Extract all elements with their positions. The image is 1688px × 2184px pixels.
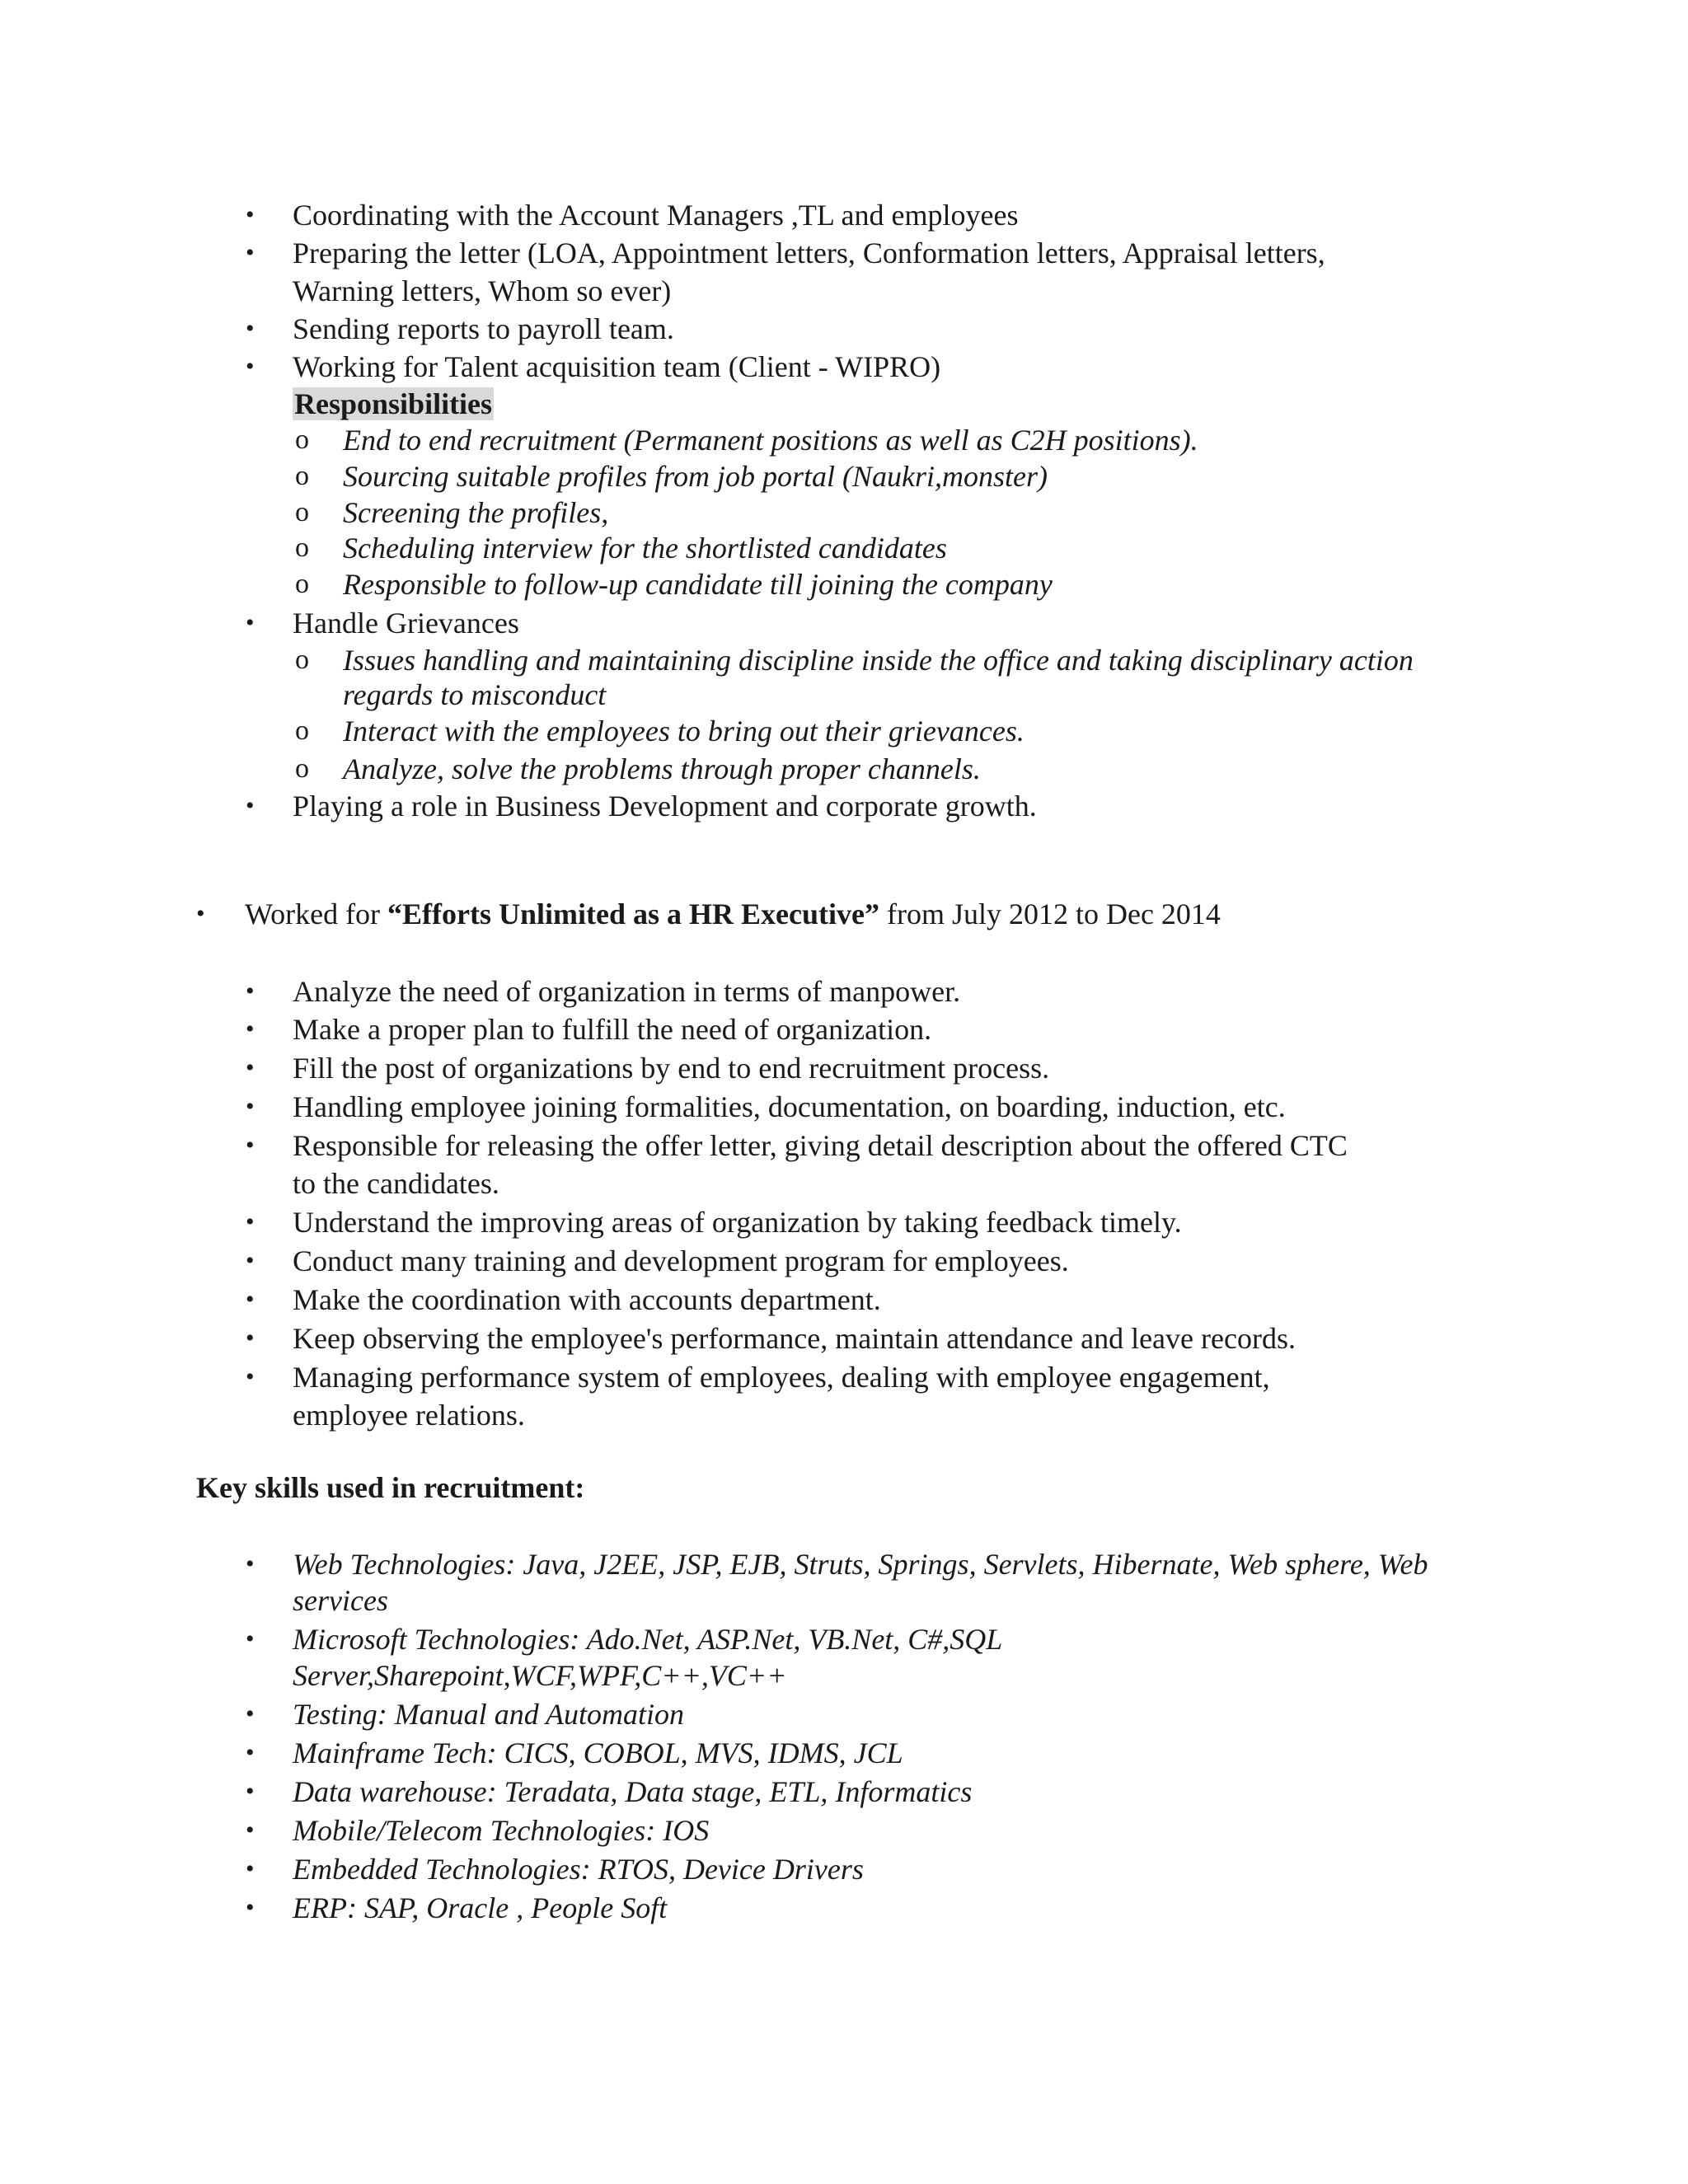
responsibility-item: Responsible to follow-up candidate till joining the company bbox=[343, 568, 1053, 601]
bullet-marker: • bbox=[246, 315, 255, 342]
bullet-marker: • bbox=[246, 201, 255, 228]
duty-item: Fill the post of organizations by end to end recruitment process. bbox=[293, 1052, 1050, 1085]
job-heading bbox=[245, 895, 1221, 933]
skill-item: Mainframe Tech: CICS, COBOL, MVS, IDMS, JCL bbox=[293, 1736, 903, 1769]
job-heading-company: “Efforts Unlimited as a HR Executive” bbox=[387, 898, 879, 930]
bullet-marker: • bbox=[196, 900, 205, 927]
duty-item: Coordinating with the Account Managers ,TL and employees bbox=[293, 199, 1019, 232]
bullet-marker: • bbox=[246, 1093, 255, 1120]
duty-item: Responsible for releasing the offer letter, giving detail description about the offered CTC bbox=[293, 1129, 1348, 1162]
duty-item: Make the coordination with accounts department. bbox=[293, 1283, 881, 1316]
duty-item: Preparing the letter (LOA, Appointment letters, Conformation letters, Appraisal letters, bbox=[293, 237, 1325, 269]
duty-item: Playing a role in Business Development and corporate growth. bbox=[293, 790, 1037, 823]
bullet-marker: • bbox=[246, 1625, 255, 1652]
duty-item: Understand the improving areas of organization by taking feedback timely. bbox=[293, 1206, 1182, 1239]
bullet-marker: • bbox=[246, 1015, 255, 1043]
bullet-marker: • bbox=[246, 1054, 255, 1081]
skill-item: Mobile/Telecom Technologies: IOS bbox=[293, 1814, 710, 1847]
bullet-marker: • bbox=[246, 1363, 255, 1390]
sub-bullet-marker: o bbox=[295, 644, 309, 675]
bullet-marker: • bbox=[246, 1247, 255, 1274]
duty-item: Handling employee joining formalities, documentation, on boarding, induction, etc. bbox=[293, 1090, 1286, 1123]
grievance-item: Analyze, solve the problems through proper channels. bbox=[343, 752, 981, 785]
duty-item: Managing performance system of employees, dealing with employee engagement, bbox=[293, 1361, 1270, 1394]
duty-item: Make a proper plan to fulfill the need of organization. bbox=[293, 1013, 932, 1046]
duty-item-continuation: employee relations. bbox=[293, 1399, 525, 1432]
job-heading-prefix: Worked for bbox=[245, 898, 388, 930]
bullet-marker: • bbox=[246, 977, 255, 1005]
bullet-marker: • bbox=[246, 1286, 255, 1313]
sub-bullet-marker: o bbox=[295, 497, 309, 527]
bullet-marker: • bbox=[246, 1208, 255, 1235]
bullet-marker: • bbox=[246, 1324, 255, 1352]
bullet-marker: • bbox=[246, 609, 255, 636]
skill-item-continuation: Server,Sharepoint,WCF,WPF,C++,VC++ bbox=[293, 1659, 787, 1692]
skill-item: Data warehouse: Teradata, Data stage, ETL, Informatics bbox=[293, 1775, 973, 1808]
skill-item: Microsoft Technologies: Ado.Net, ASP.Net, VB.Net, C#,SQL bbox=[293, 1623, 1003, 1656]
responsibility-item: Sourcing suitable profiles from job portal (Naukri,monster) bbox=[343, 460, 1048, 493]
skill-item-continuation: services bbox=[293, 1584, 388, 1617]
skill-item: Web Technologies: Java, J2EE, JSP, EJB, Struts, Springs, Servlets, Hibernate, Web sphere, Web bbox=[293, 1548, 1428, 1581]
bullet-marker: • bbox=[246, 1550, 255, 1577]
grievance-item: Issues handling and maintaining discipline inside the office and taking disciplinary action bbox=[343, 644, 1414, 677]
duty-item: Working for Talent acquisition team (Client - WIPRO) bbox=[293, 350, 941, 383]
responsibility-item: Scheduling interview for the shortlisted candidates bbox=[343, 532, 947, 565]
sub-bullet-marker: o bbox=[295, 532, 309, 563]
responsibilities-heading bbox=[293, 385, 494, 423]
responsibilities-heading-text: Responsibilities bbox=[294, 387, 493, 420]
bullet-marker: • bbox=[246, 1816, 255, 1844]
duty-item: Keep observing the employee's performance, maintain attendance and leave records. bbox=[293, 1322, 1296, 1355]
bullet-marker: • bbox=[246, 792, 255, 819]
key-skills-heading: Key skills used in recruitment: bbox=[196, 1471, 585, 1504]
bullet-marker: • bbox=[246, 353, 255, 380]
grievance-item-continuation: regards to misconduct bbox=[343, 678, 607, 711]
grievances-heading: Handle Grievances bbox=[293, 607, 519, 640]
grievance-item: Interact with the employees to bring out their grievances. bbox=[343, 715, 1025, 748]
bullet-marker: • bbox=[246, 1855, 255, 1882]
sub-bullet-marker: o bbox=[295, 569, 309, 599]
duty-item: Sending reports to payroll team. bbox=[293, 312, 674, 345]
sub-bullet-marker: o bbox=[295, 753, 309, 784]
bullet-marker: • bbox=[246, 1894, 255, 1921]
duty-item-continuation: Warning letters, Whom so ever) bbox=[293, 274, 672, 307]
skill-item: Testing: Manual and Automation bbox=[293, 1698, 685, 1731]
duty-item: Conduct many training and development program for employees. bbox=[293, 1244, 1069, 1277]
skill-item: Embedded Technologies: RTOS, Device Drivers bbox=[293, 1853, 864, 1886]
duty-item-continuation: to the candidates. bbox=[293, 1167, 499, 1200]
responsibility-item: Screening the profiles, bbox=[343, 496, 609, 529]
responsibility-item: End to end recruitment (Permanent positions as well as C2H positions). bbox=[343, 424, 1198, 457]
sub-bullet-marker: o bbox=[295, 424, 309, 455]
sub-bullet-marker: o bbox=[295, 715, 309, 746]
bullet-marker: • bbox=[246, 239, 255, 266]
skill-item: ERP: SAP, Oracle , People Soft bbox=[293, 1891, 668, 1924]
bullet-marker: • bbox=[246, 1700, 255, 1727]
bullet-marker: • bbox=[246, 1739, 255, 1766]
sub-bullet-marker: o bbox=[295, 461, 309, 491]
job-heading-dates: from July 2012 to Dec 2014 bbox=[879, 898, 1221, 930]
duty-item: Analyze the need of organization in terms of manpower. bbox=[293, 975, 961, 1008]
bullet-marker: • bbox=[246, 1132, 255, 1159]
bullet-marker: • bbox=[246, 1778, 255, 1805]
